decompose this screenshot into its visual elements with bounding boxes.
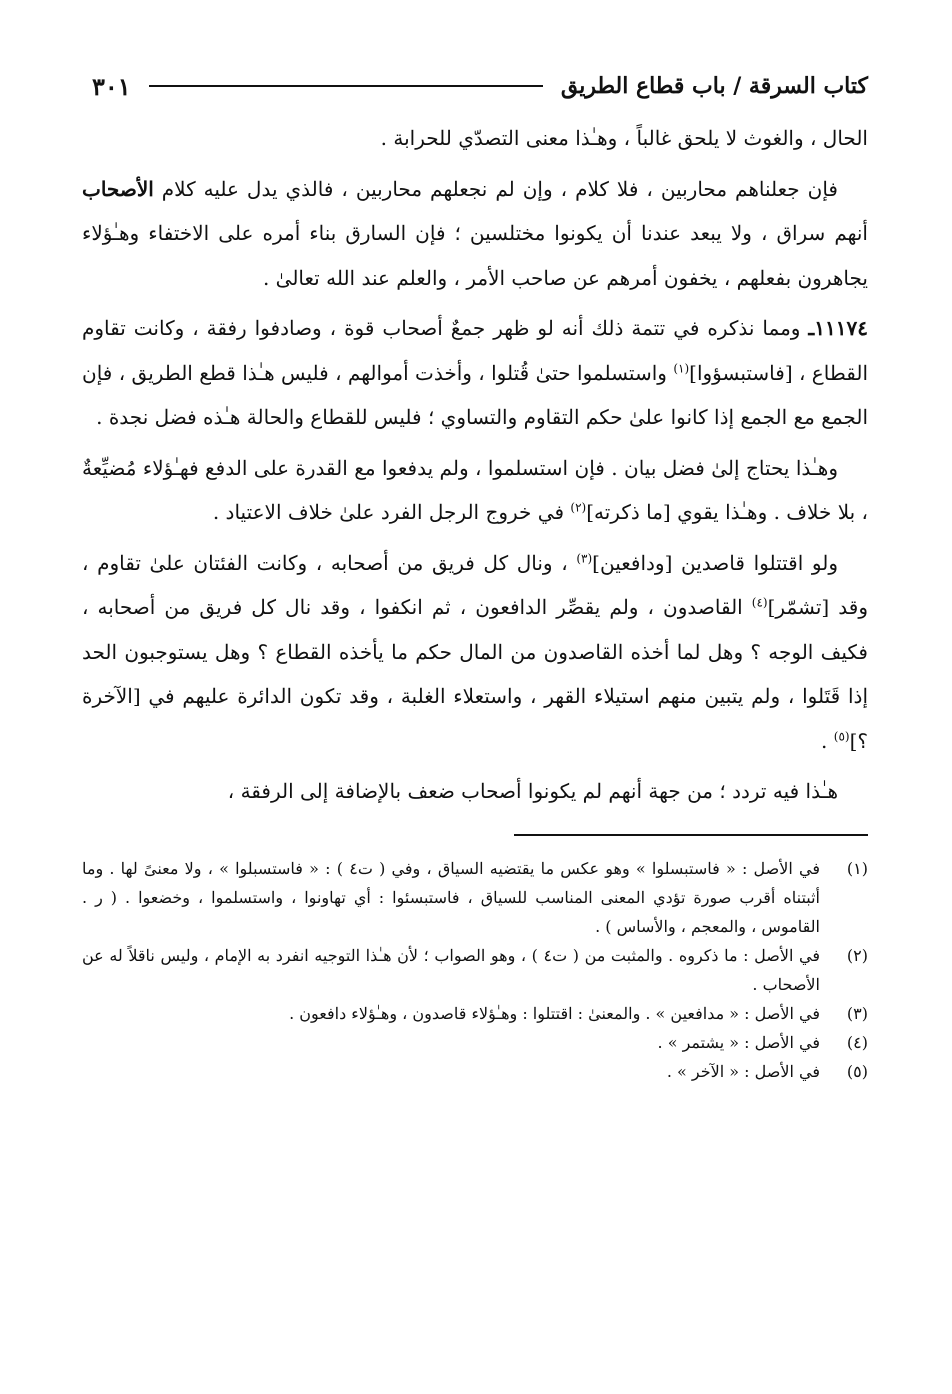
footnote-number: (٥) xyxy=(846,1061,868,1081)
paragraph-2 xyxy=(82,167,868,301)
footnote-ref-5[interactable]: (٥) xyxy=(833,728,850,743)
book-page xyxy=(82,64,868,1086)
header-title: كتاب السرقة / باب قطاع الطريق xyxy=(560,73,868,99)
footnote-4 xyxy=(82,1028,868,1057)
footnote-text: في الأصل : « الآخر » . xyxy=(666,1061,820,1081)
footnote-ref-1[interactable]: (١) xyxy=(673,360,690,375)
paragraph-1 xyxy=(82,116,868,161)
paragraph-text: القاصدون ، ولم يقصِّر الدافعون ، ثم انكفوا ، وقد نال كل فريق من أصحابه ، فكيف الوجه ؟ وهل لما أخذه القاصدون من المال حكم ما يأخذه القطاع ؟ وهل يستوجبون الحد إذا قَتَلوا ، ولم يتبين منهم استيلاء القهر ، واستعلاء الغلبة ، وقد تكون الدائرة عليهم في [الآخرة ؟] xyxy=(82,595,868,753)
paragraph-4 xyxy=(82,446,868,535)
footnote-3 xyxy=(82,999,868,1028)
footnote-ref-4[interactable]: (٤) xyxy=(751,595,768,610)
footnote-number: (٢) xyxy=(846,945,868,965)
paragraph-text: الحال ، والغوث لا يلحق غالباً ، وهـٰذا معنى التصدّي للحرابة . xyxy=(380,126,868,150)
footnotes xyxy=(82,854,868,1086)
paragraph-text: في خروج الرجل الفرد علىٰ خلاف الاعتياد . xyxy=(212,500,565,524)
footnote-2 xyxy=(82,941,868,999)
footnote-number: (١) xyxy=(846,858,868,878)
footnote-text: في الأصل : « مدافعين » . والمعنىٰ : اقتتلوا : وهـٰؤلاء قاصدون ، وهـٰؤلاء دافعون . xyxy=(289,1003,820,1023)
page-number: ٣٠١ xyxy=(92,71,131,101)
footnote-text: في الأصل : « يشتمر » . xyxy=(657,1032,820,1052)
paragraph-text: . xyxy=(821,728,828,753)
issue-number: ١١١٧٤ـ xyxy=(808,316,868,340)
footnote-5 xyxy=(82,1057,868,1086)
paragraph-6 xyxy=(82,769,868,814)
main-text xyxy=(82,116,868,814)
footnote-ref-2[interactable]: (٢) xyxy=(570,500,587,515)
header-rule xyxy=(149,85,543,87)
footnote-text: في الأصل : ما ذكروه . والمثبت من ( ت٤ ) ، وهو الصواب ؛ لأن هـٰذا التوجيه انفرد به الإمام ، وليس ناقلاً له عن الأصحاب . xyxy=(82,945,820,994)
paragraph-text: ولو اقتتلوا قاصدين [ودافعين] xyxy=(592,550,838,575)
emphasized-term: الأصحاب xyxy=(82,176,154,201)
paragraph-text: واستسلموا حتىٰ قُتلوا ، وأخذت أموالهم ، فليس هـٰذا قطع الطريق ، فإن الجمع مع الجمع إذا كانوا علىٰ حكم التقاوم والتساوي ؛ فليس للقطاع والحالة هـٰذه فضل نجدة . xyxy=(82,360,868,429)
footnote-number: (٣) xyxy=(846,1003,868,1023)
footnote-text: في الأصل : « فاستبسلوا » وهو عكس ما يقتضيه السياق ، وفي ( ت٤ ) : « فاستسبلوا » ، ولا معنىً لها . وما أثبتناه أقرب صورة تؤدي المعنى المناسب للسياق ، فاستبسئوا : أي تهاونوا ، واستسلموا ، وخضعوا . ( ر . القاموس ، والمعجم ، والأساس ) . xyxy=(82,858,821,936)
paragraph-text: أنهم سراق ، ولا يبعد عندنا أن يكونوا مختلسين ؛ فإن السارق بناء أمره على الاختفاء وهـٰؤلاء يجاهرون بفعلهم ، يخفون أمرهم عن صاحب الأمر ، والعلم عند الله تعالىٰ . xyxy=(82,221,868,290)
paragraph-text: فإن جعلناهم محاربين ، فلا كلام ، وإن لم نجعلهم محاربين ، فالذي يدل عليه كلام xyxy=(161,176,838,201)
footnote-ref-3[interactable]: (٣) xyxy=(576,550,593,565)
paragraph-text: ومما نذكره في تتمة ذلك أنه لو ظهر جمعٌ أصحاب قوة ، وصادفوا رفقة ، وكانت تقاوم القطاع ، [فاستبسؤوا] xyxy=(82,316,869,385)
paragraph-text: وهـٰذا يحتاج إلىٰ فضل بيان . فإن استسلموا ، ولم يدفعوا مع القدرة على الدفع فهـٰؤلاء مُضيِّعةٌ ، بلا خلاف . وهـٰذا يقوي [ما ذكرته] xyxy=(82,455,868,524)
footnote-separator xyxy=(514,834,868,836)
paragraph-text: ، ونال كل فريق من أصحابه ، وكانت الفئتان علىٰ تقاوم ، وقد [تشمّر] xyxy=(82,550,868,619)
paragraph-5 xyxy=(82,541,868,764)
footnote-number: (٤) xyxy=(846,1032,868,1052)
paragraph-text: هـٰذا فيه تردد ؛ من جهة أنهم لم يكونوا أصحاب ضعف بالإضافة إلى الرفقة ، xyxy=(227,779,838,803)
footnote-1 xyxy=(82,854,868,941)
running-header xyxy=(82,64,868,108)
paragraph-3 xyxy=(82,306,868,440)
